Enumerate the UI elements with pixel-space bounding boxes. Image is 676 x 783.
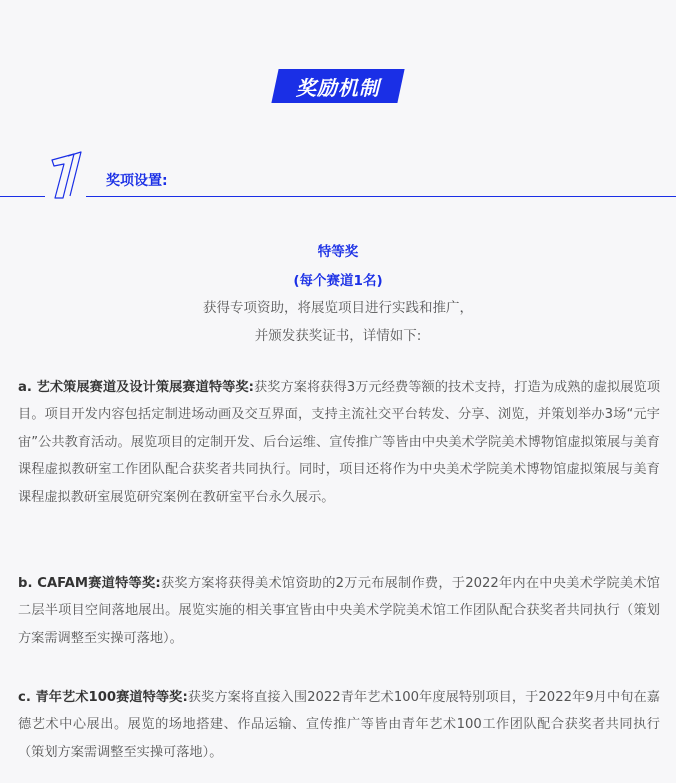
award-desc-line2: 并颁发获奖证书，详情如下: bbox=[254, 328, 422, 344]
section-title: 奖项设置: bbox=[106, 173, 168, 189]
divider-right bbox=[86, 196, 676, 197]
award-item-label: c. 青年艺术100赛道特等奖: bbox=[18, 690, 188, 705]
award-item-a bbox=[18, 374, 660, 511]
divider-left bbox=[0, 196, 45, 197]
award-item-label: b. CAFAM赛道特等奖: bbox=[18, 576, 161, 591]
award-item-c bbox=[18, 684, 660, 766]
section-banner bbox=[271, 69, 404, 103]
award-quota: (每个赛道1名) bbox=[293, 273, 383, 289]
award-item-text: 获奖方案将获得美术馆资助的2万元布展制作费，于2022年内在中央美术学院美术馆二层半项目空间落地展出。展览实施的相关事宜皆由中央美术学院美术馆工作团队配合获奖者共同执行（策划方案需调整至实操可落地）。 bbox=[18, 576, 660, 646]
section-heading bbox=[0, 150, 676, 206]
banner-title: 奖励机制 bbox=[296, 75, 380, 100]
award-item-b bbox=[18, 570, 660, 652]
award-item-text: 获奖方案将获得3万元经费等额的技术支持，打造为成熟的虚拟展览项目。项目开发内容包括定制进场动画及交互界面，支持主流社交平台转发、分享、浏览，并策划举办3场“元宇宙”公共教育活动。展览项目的定制开发、后台运维、宣传推广等皆由中央美术学院美术博物馆虚拟策展与美育课程虚拟教研室工作团队配合获奖者共同执行。同时，项目还将作为中央美术学院美术博物馆虚拟策展与美育课程虚拟教研室展览研究案例在教研室平台永久展示。 bbox=[18, 380, 661, 505]
award-item-label: a. 艺术策展赛道及设计策展赛道特等奖: bbox=[18, 380, 254, 395]
award-name: 特等奖 bbox=[317, 244, 359, 260]
section-number-outline bbox=[46, 150, 90, 202]
award-desc-line1: 获得专项资助，将展览项目进行实践和推广， bbox=[203, 300, 473, 316]
award-item-text: 获奖方案将直接入围2022青年艺术100年度展特别项目，于2022年9月中旬在嘉德艺术中心展出。展览的场地搭建、作品运输、宣传推广等皆由青年艺术100工作团队配合获奖者共同执行（策划方案需调整至实操可落地）。 bbox=[18, 690, 660, 760]
